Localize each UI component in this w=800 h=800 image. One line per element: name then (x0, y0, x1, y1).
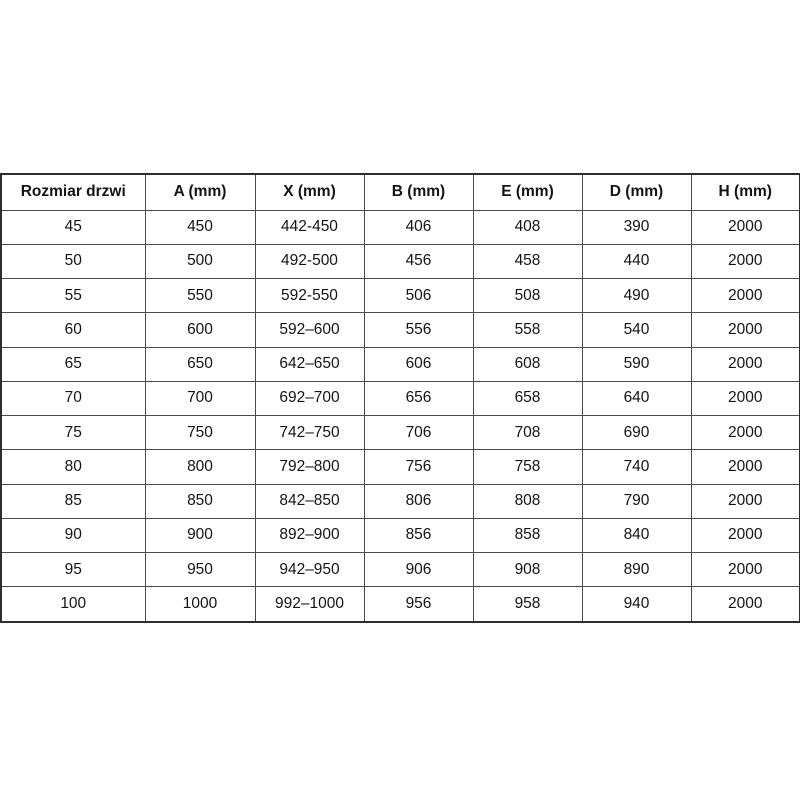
table-cell: 2000 (691, 347, 800, 381)
table-cell: 900 (145, 518, 255, 552)
table-cell: 640 (582, 381, 691, 415)
table-cell: 2000 (691, 587, 800, 622)
table-row (1, 347, 800, 381)
table-row (1, 381, 800, 415)
size-cell: 80 (1, 450, 145, 484)
size-cell: 60 (1, 313, 145, 347)
table-cell: 840 (582, 518, 691, 552)
table-cell: 890 (582, 553, 691, 587)
table-cell: 742–750 (255, 416, 364, 450)
table-cell: 1000 (145, 587, 255, 622)
table-row (1, 416, 800, 450)
table-cell: 856 (364, 518, 473, 552)
size-cell: 90 (1, 518, 145, 552)
table-cell: 992–1000 (255, 587, 364, 622)
table-cell: 540 (582, 313, 691, 347)
table-cell: 2000 (691, 210, 800, 244)
table-cell: 800 (145, 450, 255, 484)
table-cell: 650 (145, 347, 255, 381)
table-row (1, 484, 800, 518)
table-row (1, 450, 800, 484)
table-cell: 750 (145, 416, 255, 450)
size-cell: 85 (1, 484, 145, 518)
header-row (1, 174, 800, 210)
table-cell: 2000 (691, 484, 800, 518)
table-cell: 950 (145, 553, 255, 587)
table-cell: 850 (145, 484, 255, 518)
table-cell: 508 (473, 279, 582, 313)
column-header: H (mm) (691, 174, 800, 210)
table-row (1, 313, 800, 347)
table-cell: 958 (473, 587, 582, 622)
table-cell: 2000 (691, 553, 800, 587)
table-cell: 500 (145, 244, 255, 278)
table-cell: 2000 (691, 244, 800, 278)
column-header: A (mm) (145, 174, 255, 210)
size-cell: 100 (1, 587, 145, 622)
table-cell: 690 (582, 416, 691, 450)
table-cell: 406 (364, 210, 473, 244)
table-cell: 792–800 (255, 450, 364, 484)
table-cell: 708 (473, 416, 582, 450)
table-cell: 706 (364, 416, 473, 450)
table-cell: 2000 (691, 450, 800, 484)
size-cell: 50 (1, 244, 145, 278)
size-cell: 75 (1, 416, 145, 450)
table-cell: 642–650 (255, 347, 364, 381)
table-cell: 492-500 (255, 244, 364, 278)
table-row (1, 279, 800, 313)
table-cell: 942–950 (255, 553, 364, 587)
table-cell: 790 (582, 484, 691, 518)
size-cell: 55 (1, 279, 145, 313)
size-cell: 70 (1, 381, 145, 415)
table-cell: 450 (145, 210, 255, 244)
table-cell: 592-550 (255, 279, 364, 313)
table-row (1, 553, 800, 587)
table-cell: 908 (473, 553, 582, 587)
table-cell: 606 (364, 347, 473, 381)
table-cell: 608 (473, 347, 582, 381)
table-cell: 842–850 (255, 484, 364, 518)
table-cell: 556 (364, 313, 473, 347)
table-cell: 440 (582, 244, 691, 278)
table-cell: 592–600 (255, 313, 364, 347)
table-cell: 956 (364, 587, 473, 622)
table-cell: 2000 (691, 279, 800, 313)
table-cell: 656 (364, 381, 473, 415)
table-cell: 2000 (691, 416, 800, 450)
table-cell: 390 (582, 210, 691, 244)
table-cell: 558 (473, 313, 582, 347)
table-cell: 442-450 (255, 210, 364, 244)
table-cell: 490 (582, 279, 691, 313)
table-cell: 808 (473, 484, 582, 518)
column-header: D (mm) (582, 174, 691, 210)
table-cell: 892–900 (255, 518, 364, 552)
table-cell: 2000 (691, 313, 800, 347)
table-cell: 550 (145, 279, 255, 313)
table-cell: 2000 (691, 381, 800, 415)
table-row (1, 587, 800, 622)
table-cell: 700 (145, 381, 255, 415)
table-cell: 408 (473, 210, 582, 244)
table-cell: 806 (364, 484, 473, 518)
table-cell: 740 (582, 450, 691, 484)
table-row (1, 518, 800, 552)
table-cell: 858 (473, 518, 582, 552)
table-cell: 940 (582, 587, 691, 622)
table-cell: 692–700 (255, 381, 364, 415)
table-row (1, 244, 800, 278)
table-cell: 458 (473, 244, 582, 278)
table-cell: 2000 (691, 518, 800, 552)
table-cell: 756 (364, 450, 473, 484)
column-header: Rozmiar drzwi (1, 174, 145, 210)
table-cell: 456 (364, 244, 473, 278)
size-cell: 65 (1, 347, 145, 381)
size-cell: 45 (1, 210, 145, 244)
column-header: B (mm) (364, 174, 473, 210)
column-header: X (mm) (255, 174, 364, 210)
table-cell: 590 (582, 347, 691, 381)
table-cell: 906 (364, 553, 473, 587)
table-row (1, 210, 800, 244)
table-cell: 600 (145, 313, 255, 347)
door-size-table (0, 173, 800, 623)
column-header: E (mm) (473, 174, 582, 210)
size-cell: 95 (1, 553, 145, 587)
table-cell: 758 (473, 450, 582, 484)
table-cell: 506 (364, 279, 473, 313)
table-cell: 658 (473, 381, 582, 415)
